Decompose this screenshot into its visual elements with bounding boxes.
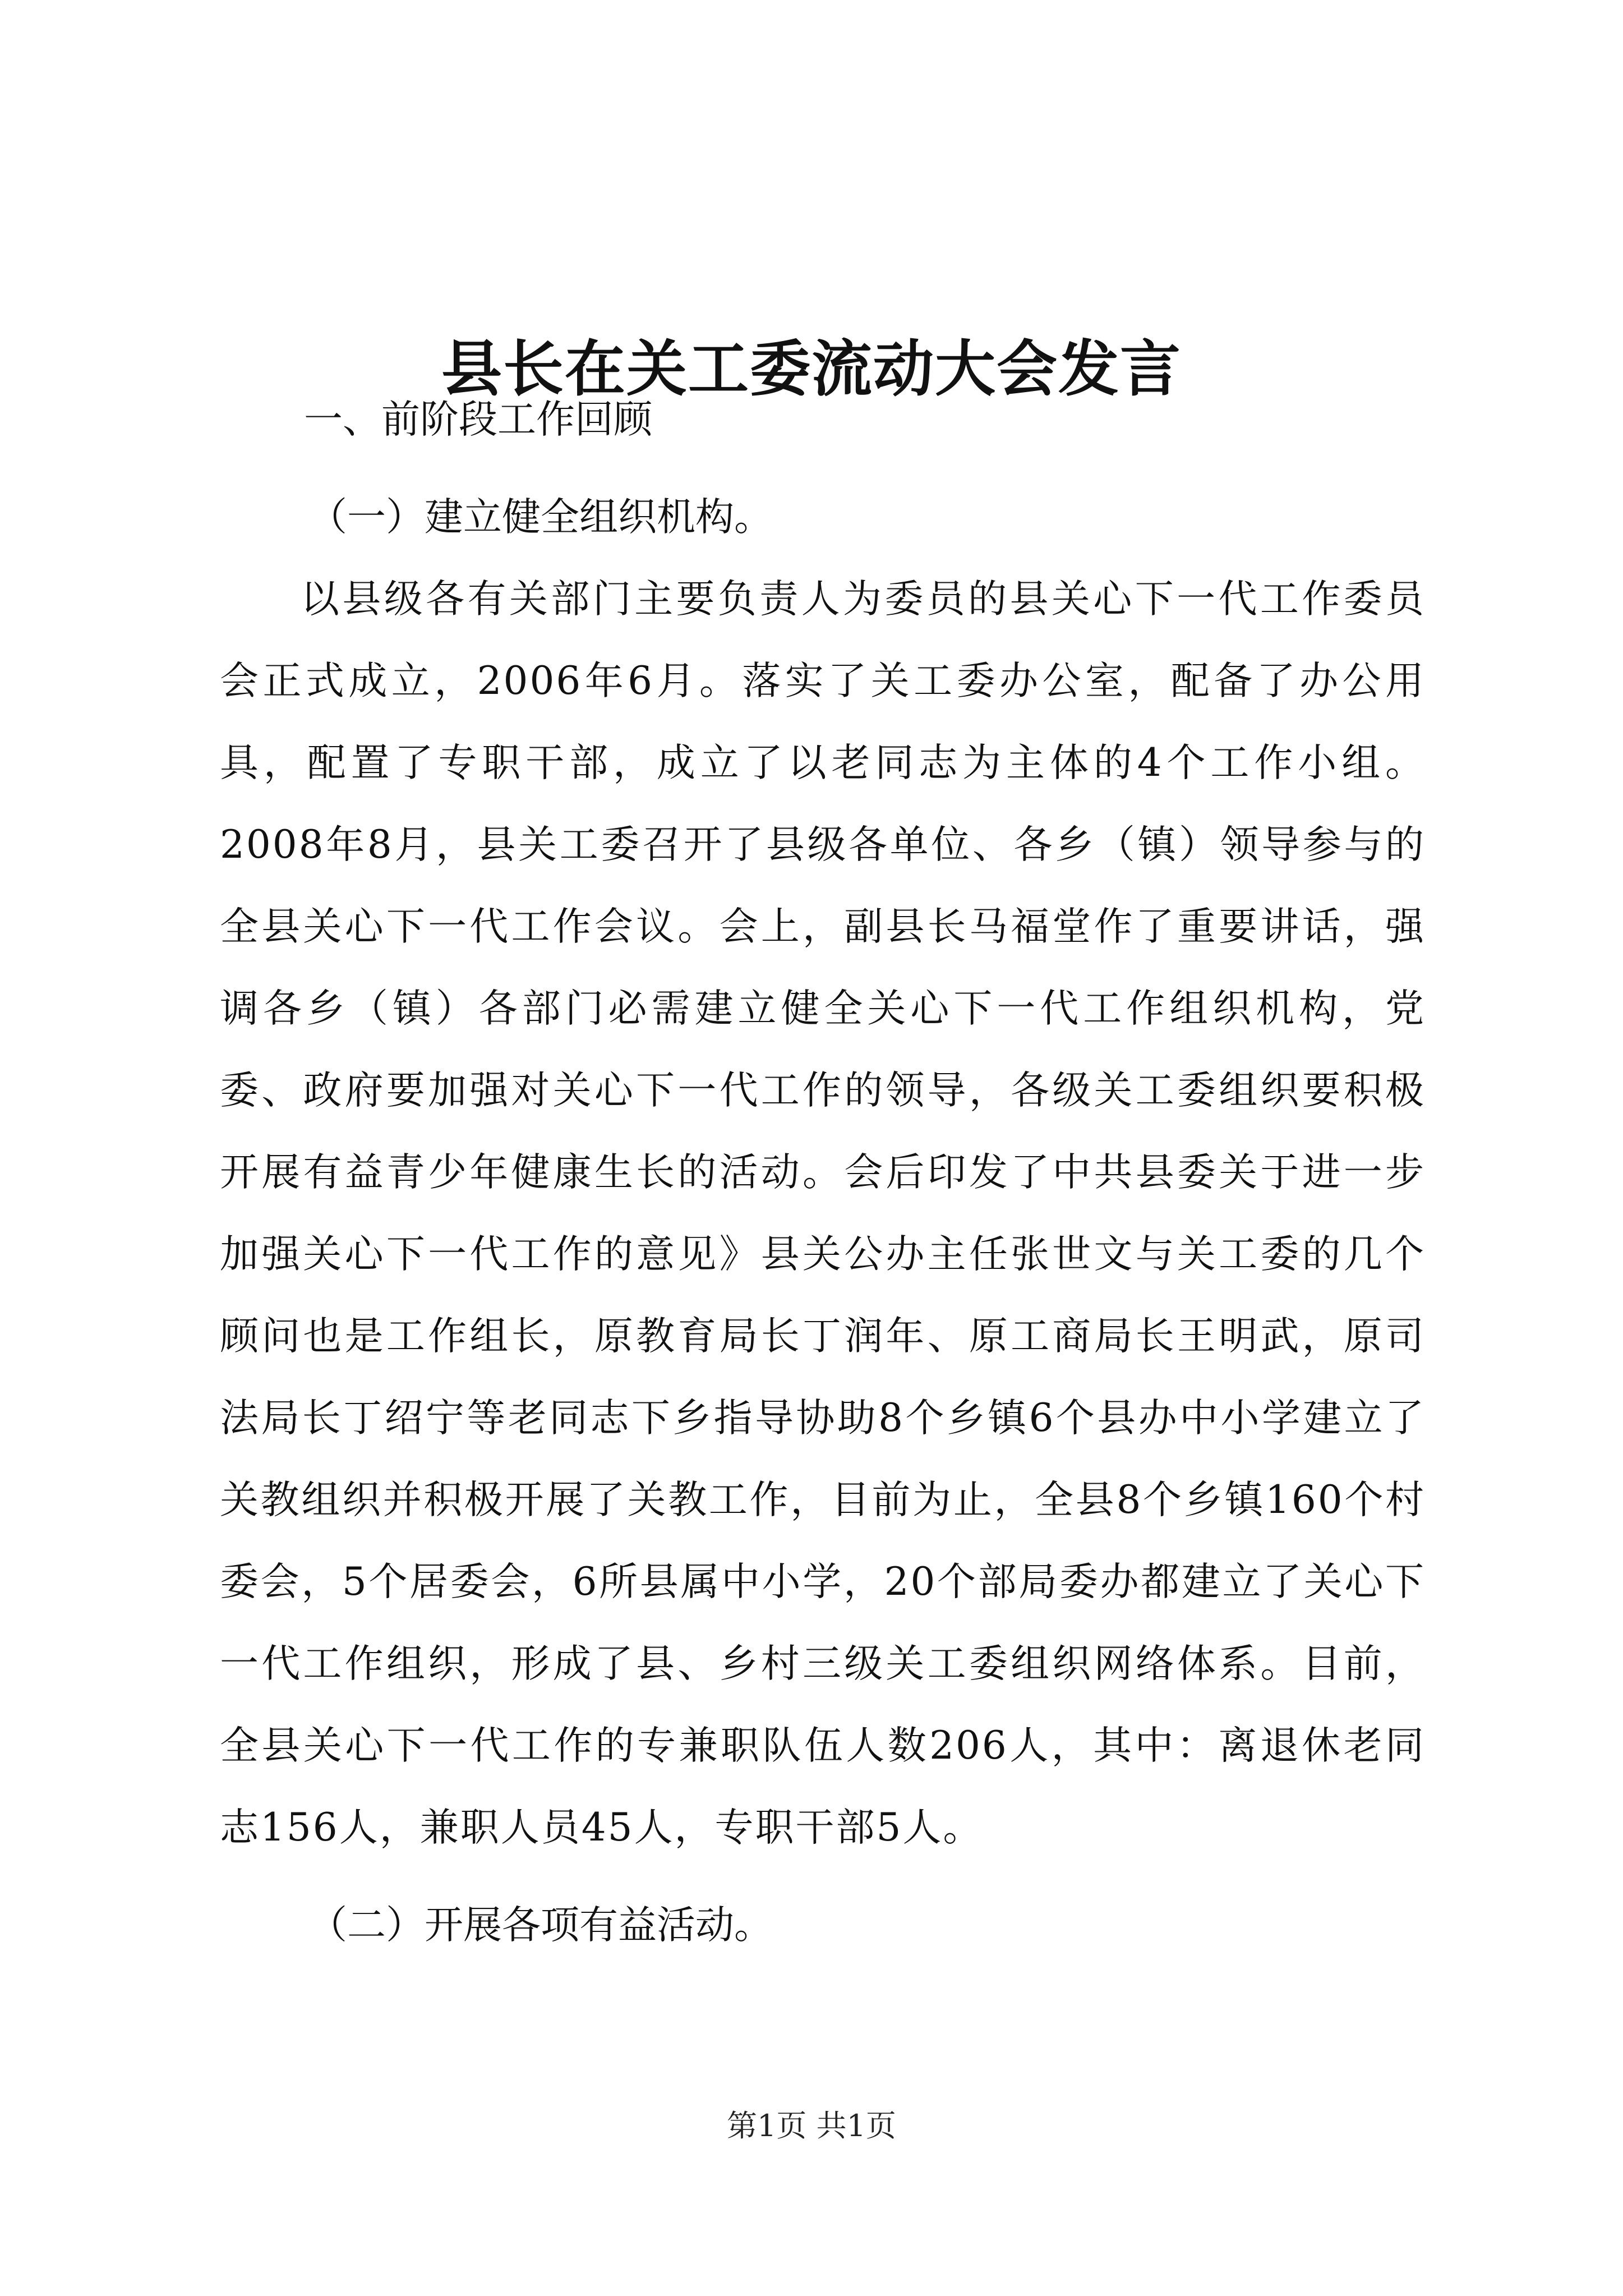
section-heading: 一、前阶段工作回顾 bbox=[304, 397, 652, 442]
body-paragraph: 以县级各有关部门主要负责人为委员的县关心下一代工作委员会正式成立，2006年6月。落实了关工委办公室，配备了办公用具，配置了专职干部，成立了以老同志为主体的4个工作小组。2008年8月，县关工委召开了县级各单位、各乡（镇）领导参与的全县关心下一代工作会议。会上，副县长马福堂作了重要讲话，强调各乡（镇）各部门必需建立健全关心下一代工作组织机构，党委、政府要加强对关心下一代工作的领导，各级关工委组织要积极开展有益青少年健康生长的活动。会后印发了中共县委关于进一步加强关心下一代工作的意见》县关公办主任张世文与关工委的几个顾问也是工作组长，原教育局长丁润年、原工商局长王明武，原司法局长丁绍宁等老同志下乡指导协助8个乡镇6个县办中小学建立了关教组织并积极开展了关教工作，目前为止，全县8个乡镇160个村委会，5个居委会，6所县属中小学，20个部局委办都建立了关心下一代工作组织，形成了县、乡村三级关工委组织网络体系。目前，全县关心下一代工作的专兼职队伍人数206人，其中：离退休老同志156人，兼职人员45人，专职干部5人。 bbox=[220, 577, 1426, 1850]
document-title: 县长在关工委流动大会发言 bbox=[441, 334, 1182, 405]
subsection-heading: （一）建立健全组织机构。 bbox=[308, 495, 773, 540]
document-body bbox=[220, 379, 1426, 1966]
subsection-heading: （二）开展各项有益活动。 bbox=[308, 1903, 773, 1948]
page-footer: 第1页 共1页 bbox=[727, 2108, 896, 2143]
